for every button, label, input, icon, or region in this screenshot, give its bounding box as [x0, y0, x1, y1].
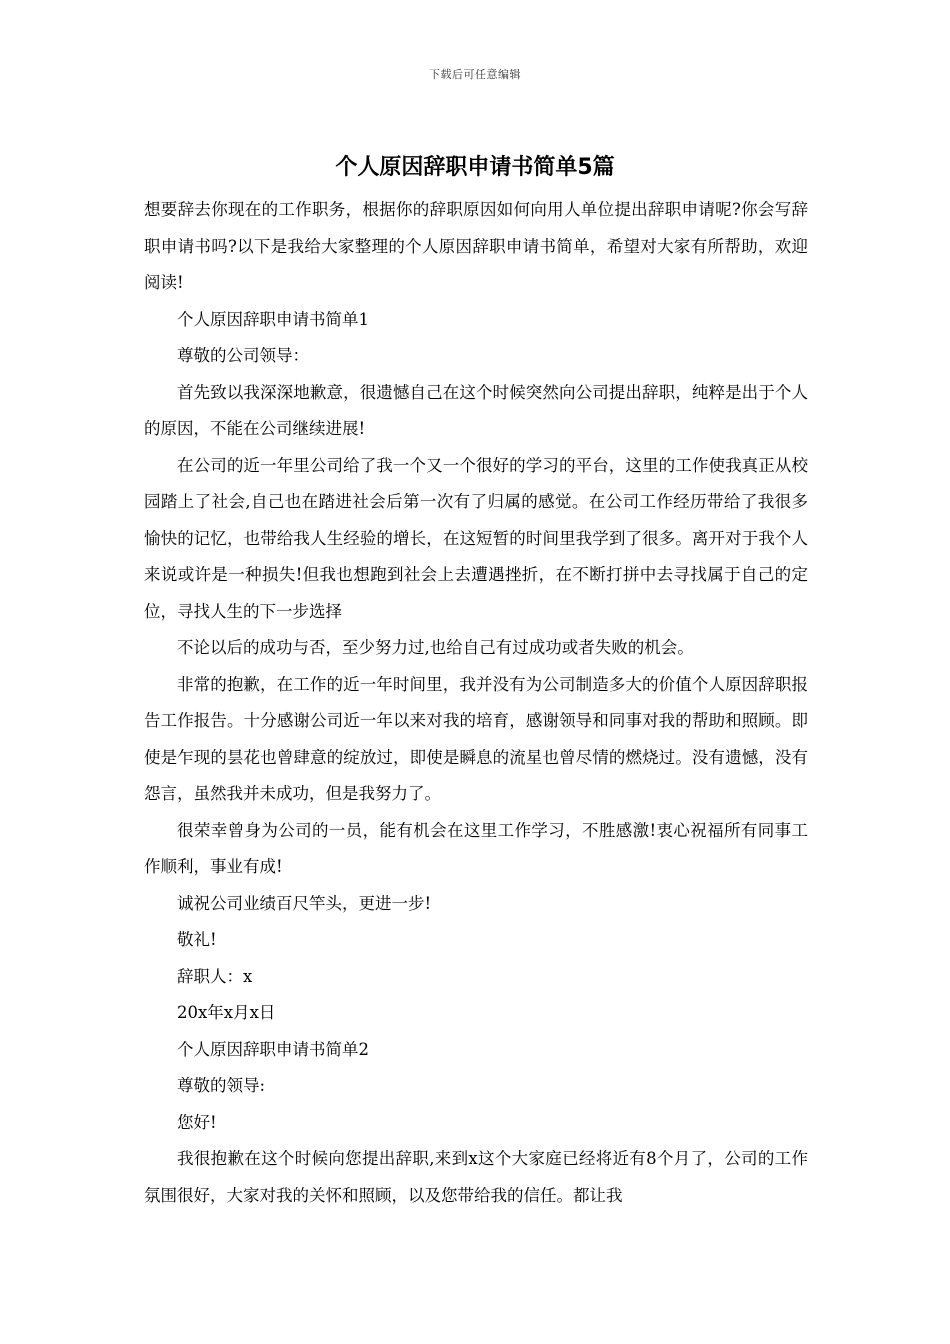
date-line: 20x年x月x日: [177, 1003, 276, 1022]
signature-line: 辞职人：x: [177, 966, 253, 986]
body-paragraph: 在公司的近一年里公司给了我一个又一个很好的学习的平台，这里的工作使我真正从校园踏上了社会,自己也在踏进社会后第一次有了归属的感觉。在公司工作经历带给了我很多愉快的记忆，也带给我人生经验的增长，在这短暂的时间里我学到了很多。离开对于我个人来说或许是一种损失!但我也想跑到社会上去遭遇挫折，在不断打拼中去寻找属于自己的定位，寻找人生的下一步选择: [144, 455, 808, 621]
section-heading-2: 个人原因辞职申请书简单2: [177, 1039, 369, 1059]
header-note: 下载后可任意编辑: [429, 68, 521, 81]
section-heading-1: 个人原因辞职申请书简单1: [177, 309, 369, 329]
document-title: 个人原因辞职申请书简单5篇: [335, 155, 615, 180]
closing-salute: 敬礼!: [177, 930, 217, 949]
body-paragraph: 我很抱歉在这个时候向您提出辞职,来到x这个大家庭已经将近有8个月了，公司的工作氛围很好，大家对我的关怀和照顾，以及您带给我的信任。都让我: [144, 1149, 808, 1205]
body-paragraph: 首先致以我深深地歉意，很遗憾自己在这个时候突然向公司提出辞职，纯粹是出于个人的原因，不能在公司继续进展!: [144, 382, 808, 438]
salutation: 尊敬的领导:: [177, 1076, 266, 1095]
body-paragraph: 不论以后的成功与否，至少努力过,也给自己有过成功或者失败的机会。: [177, 638, 694, 657]
greeting: 您好!: [177, 1112, 217, 1132]
intro-paragraph: 想要辞去你现在的工作职务，根据你的辞职原因如何向用人单位提出辞职申请呢?你会写辞职申请书吗?以下是我给大家整理的个人原因辞职申请书简单，希望对大家有所帮助，欢迎阅读!: [144, 200, 808, 292]
body-paragraph: 很荣幸曾身为公司的一员，能有机会在这里工作学习，不胜感激!衷心祝福所有同事工作顺利，事业有成!: [144, 820, 808, 876]
body-paragraph: 非常的抱歉，在工作的近一年时间里，我并没有为公司制造多大的价值个人原因辞职报告工作报告。十分感谢公司近一年以来对我的培育，感谢领导和同事对我的帮助和照顾。即使是乍现的昙花也曾肆意的绽放过，即使是瞬息的流星也曾尽情的燃烧过。没有遗憾，没有怨言，虽然我并未成功，但是我努力了。: [144, 674, 808, 803]
document-body: [144, 192, 808, 1214]
closing-line: 诚祝公司业绩百尺竿头，更进一步!: [177, 893, 432, 913]
salutation: 尊敬的公司领导：: [177, 346, 309, 365]
